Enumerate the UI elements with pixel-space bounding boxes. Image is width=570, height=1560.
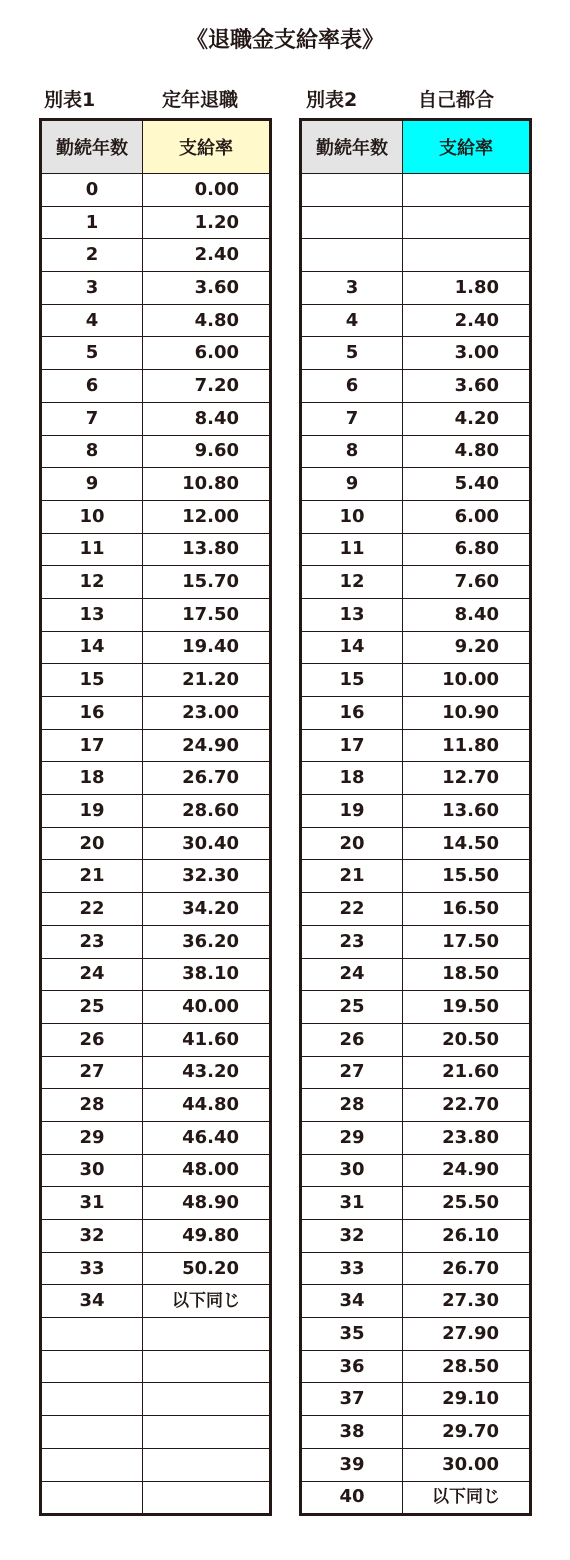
years-header: 勤続年数 — [41, 120, 143, 174]
table-row — [301, 1252, 531, 1285]
years-cell: 21 — [41, 860, 143, 893]
rate-cell: 15.70 — [143, 566, 271, 599]
table-row — [41, 925, 271, 958]
years-cell: 0 — [41, 174, 143, 207]
rate-cell: 15.50 — [403, 860, 531, 893]
table-row — [301, 566, 531, 599]
years-cell: 14 — [301, 631, 403, 664]
rate-cell: 20.50 — [403, 1023, 531, 1056]
years-cell: 1 — [41, 206, 143, 239]
years-cell: 5 — [301, 337, 403, 370]
table-2-name: 自己都合 — [418, 89, 495, 111]
table-row — [41, 729, 271, 762]
table-row — [41, 566, 271, 599]
table-1-name: 定年退職 — [162, 89, 239, 111]
rate-cell: 7.20 — [143, 370, 271, 403]
retirement-rate-table — [39, 118, 272, 1516]
rate-cell — [143, 1383, 271, 1416]
rate-cell — [143, 1318, 271, 1351]
table-row — [41, 1252, 271, 1285]
rate-cell: 49.80 — [143, 1220, 271, 1253]
rate-cell — [403, 206, 531, 239]
rate-cell: 21.20 — [143, 664, 271, 697]
table-row — [301, 991, 531, 1024]
table-row — [41, 206, 271, 239]
table-row — [301, 1023, 531, 1056]
rate-cell: 0.00 — [143, 174, 271, 207]
rate-cell: 8.40 — [143, 402, 271, 435]
rate-cell: 48.00 — [143, 1154, 271, 1187]
rate-cell: 5.40 — [403, 468, 531, 501]
years-cell: 10 — [41, 500, 143, 533]
table-row — [41, 1318, 271, 1351]
table-row — [301, 1089, 531, 1122]
table-row — [301, 1481, 531, 1515]
years-cell: 35 — [301, 1318, 403, 1351]
rate-cell: 12.00 — [143, 500, 271, 533]
years-cell: 26 — [41, 1023, 143, 1056]
table-row — [41, 1220, 271, 1253]
table-row — [41, 795, 271, 828]
years-cell: 20 — [41, 827, 143, 860]
rate-cell: 7.60 — [403, 566, 531, 599]
years-cell: 7 — [41, 402, 143, 435]
rate-cell: 6.00 — [403, 500, 531, 533]
years-header: 勤続年数 — [301, 120, 403, 174]
table-row — [41, 1121, 271, 1154]
table-header-row — [41, 120, 271, 174]
table-body — [301, 174, 531, 1515]
rate-cell: 40.00 — [143, 991, 271, 1024]
years-cell: 11 — [41, 533, 143, 566]
years-cell: 22 — [41, 893, 143, 926]
rate-cell: 1.20 — [143, 206, 271, 239]
table-row — [301, 1318, 531, 1351]
rate-cell: 4.80 — [143, 304, 271, 337]
table-1-caption — [44, 84, 274, 116]
rate-cell: 23.00 — [143, 697, 271, 730]
rate-cell — [403, 239, 531, 272]
years-cell: 37 — [301, 1383, 403, 1416]
rate-cell: 4.20 — [403, 402, 531, 435]
years-cell: 25 — [301, 991, 403, 1024]
rate-cell: 21.60 — [403, 1056, 531, 1089]
table-row — [301, 500, 531, 533]
rate-cell: 41.60 — [143, 1023, 271, 1056]
table-row — [301, 435, 531, 468]
years-cell: 29 — [301, 1121, 403, 1154]
years-cell: 28 — [41, 1089, 143, 1122]
years-cell: 6 — [301, 370, 403, 403]
rate-cell: 23.80 — [403, 1121, 531, 1154]
table-header-row — [301, 120, 531, 174]
rate-cell — [143, 1350, 271, 1383]
rate-cell: 38.10 — [143, 958, 271, 991]
rate-cell: 46.40 — [143, 1121, 271, 1154]
years-cell: 16 — [41, 697, 143, 730]
years-cell: 27 — [41, 1056, 143, 1089]
table-row — [301, 468, 531, 501]
table-row — [301, 664, 531, 697]
years-cell — [41, 1318, 143, 1351]
table-row — [301, 795, 531, 828]
rate-cell: 17.50 — [403, 925, 531, 958]
table-row — [41, 1448, 271, 1481]
table-row — [41, 893, 271, 926]
rate-cell: 8.40 — [403, 598, 531, 631]
years-cell: 40 — [301, 1481, 403, 1515]
table-row — [301, 762, 531, 795]
rate-cell: 44.80 — [143, 1089, 271, 1122]
table-2-tag: 別表2 — [306, 89, 358, 111]
rate-cell: 30.00 — [403, 1448, 531, 1481]
table-row — [41, 1416, 271, 1449]
table-row — [41, 1154, 271, 1187]
table-row — [41, 697, 271, 730]
years-cell: 14 — [41, 631, 143, 664]
years-cell: 22 — [301, 893, 403, 926]
table-row — [41, 1481, 271, 1515]
rate-cell: 9.20 — [403, 631, 531, 664]
years-cell: 13 — [301, 598, 403, 631]
years-cell: 7 — [301, 402, 403, 435]
table-row — [41, 468, 271, 501]
years-cell: 4 — [301, 304, 403, 337]
rate-cell — [143, 1448, 271, 1481]
table-1-tag: 別表1 — [44, 89, 96, 111]
table-row — [41, 272, 271, 305]
table-row — [301, 239, 531, 272]
rate-cell: 25.50 — [403, 1187, 531, 1220]
rate-cell: 30.40 — [143, 827, 271, 860]
years-cell: 12 — [41, 566, 143, 599]
years-cell: 10 — [301, 500, 403, 533]
rate-cell: 1.80 — [403, 272, 531, 305]
table-row — [301, 827, 531, 860]
years-cell: 8 — [301, 435, 403, 468]
table-row — [41, 435, 271, 468]
years-cell: 11 — [301, 533, 403, 566]
rate-cell: 2.40 — [143, 239, 271, 272]
table-row — [41, 860, 271, 893]
years-cell: 3 — [41, 272, 143, 305]
table-row — [301, 337, 531, 370]
years-cell: 24 — [301, 958, 403, 991]
years-cell: 6 — [41, 370, 143, 403]
table-row — [41, 174, 271, 207]
rate-cell: 22.70 — [403, 1089, 531, 1122]
rate-cell: 14.50 — [403, 827, 531, 860]
table-row — [41, 762, 271, 795]
table-row — [301, 729, 531, 762]
rate-cell: 13.60 — [403, 795, 531, 828]
table-row — [41, 1350, 271, 1383]
years-cell — [41, 1383, 143, 1416]
years-cell: 38 — [301, 1416, 403, 1449]
years-cell: 30 — [301, 1154, 403, 1187]
table-row — [301, 272, 531, 305]
table-row — [41, 1056, 271, 1089]
rate-cell: 4.80 — [403, 435, 531, 468]
table-row — [301, 402, 531, 435]
rate-cell: 18.50 — [403, 958, 531, 991]
table-row — [301, 1187, 531, 1220]
years-cell: 20 — [301, 827, 403, 860]
rate-cell: 3.00 — [403, 337, 531, 370]
years-cell: 13 — [41, 598, 143, 631]
rate-cell: 26.10 — [403, 1220, 531, 1253]
years-cell — [41, 1416, 143, 1449]
table-row — [41, 1089, 271, 1122]
years-cell: 19 — [301, 795, 403, 828]
table-row — [41, 598, 271, 631]
table-row — [301, 174, 531, 207]
rate-cell: 以下同じ — [143, 1285, 271, 1318]
table-row — [301, 1383, 531, 1416]
table-row — [41, 370, 271, 403]
table-row — [301, 958, 531, 991]
rate-cell: 27.90 — [403, 1318, 531, 1351]
rate-cell: 43.20 — [143, 1056, 271, 1089]
table-row — [301, 1056, 531, 1089]
table-row — [301, 1220, 531, 1253]
table-row — [41, 1383, 271, 1416]
years-cell: 9 — [301, 468, 403, 501]
rate-cell: 24.90 — [403, 1154, 531, 1187]
rate-cell: 48.90 — [143, 1187, 271, 1220]
years-cell: 8 — [41, 435, 143, 468]
rate-header: 支給率 — [143, 120, 271, 174]
rate-cell: 29.70 — [403, 1416, 531, 1449]
rate-cell: 10.80 — [143, 468, 271, 501]
rate-cell: 3.60 — [403, 370, 531, 403]
years-cell: 32 — [41, 1220, 143, 1253]
years-cell: 27 — [301, 1056, 403, 1089]
years-cell: 5 — [41, 337, 143, 370]
voluntary-rate-table — [299, 118, 532, 1516]
years-cell: 36 — [301, 1350, 403, 1383]
rate-cell: 17.50 — [143, 598, 271, 631]
rate-cell: 6.80 — [403, 533, 531, 566]
years-cell: 30 — [41, 1154, 143, 1187]
table-row — [301, 860, 531, 893]
years-cell: 23 — [41, 925, 143, 958]
rate-cell: 16.50 — [403, 893, 531, 926]
years-cell: 32 — [301, 1220, 403, 1253]
years-cell: 33 — [41, 1252, 143, 1285]
rate-cell: 28.60 — [143, 795, 271, 828]
table-row — [41, 402, 271, 435]
years-cell: 25 — [41, 991, 143, 1024]
years-cell: 15 — [41, 664, 143, 697]
rate-cell: 27.30 — [403, 1285, 531, 1318]
table-2-caption — [306, 84, 536, 116]
years-cell: 28 — [301, 1089, 403, 1122]
table-row — [41, 991, 271, 1024]
table-row — [301, 206, 531, 239]
rate-cell: 10.00 — [403, 664, 531, 697]
rate-cell: 50.20 — [143, 1252, 271, 1285]
years-cell: 31 — [41, 1187, 143, 1220]
years-cell: 4 — [41, 304, 143, 337]
years-cell: 15 — [301, 664, 403, 697]
years-cell: 34 — [41, 1285, 143, 1318]
years-cell: 16 — [301, 697, 403, 730]
years-cell — [41, 1350, 143, 1383]
table-row — [41, 958, 271, 991]
years-cell — [301, 239, 403, 272]
table-row — [301, 1285, 531, 1318]
years-cell: 31 — [301, 1187, 403, 1220]
years-cell: 23 — [301, 925, 403, 958]
table-body — [41, 174, 271, 1515]
years-cell: 39 — [301, 1448, 403, 1481]
years-cell: 3 — [301, 272, 403, 305]
years-cell — [41, 1481, 143, 1515]
table-row — [41, 304, 271, 337]
years-cell: 21 — [301, 860, 403, 893]
rate-cell: 3.60 — [143, 272, 271, 305]
years-cell: 19 — [41, 795, 143, 828]
rate-cell: 34.20 — [143, 893, 271, 926]
table-row — [301, 598, 531, 631]
table-row — [301, 1154, 531, 1187]
rate-cell: 29.10 — [403, 1383, 531, 1416]
years-cell: 12 — [301, 566, 403, 599]
rate-cell: 9.60 — [143, 435, 271, 468]
rate-cell: 36.20 — [143, 925, 271, 958]
table-row — [41, 664, 271, 697]
rate-cell: 11.80 — [403, 729, 531, 762]
table-row — [301, 304, 531, 337]
years-cell: 2 — [41, 239, 143, 272]
rate-cell: 19.50 — [403, 991, 531, 1024]
years-cell: 34 — [301, 1285, 403, 1318]
years-cell: 33 — [301, 1252, 403, 1285]
table-row — [41, 827, 271, 860]
table-row — [41, 533, 271, 566]
years-cell: 18 — [41, 762, 143, 795]
rate-cell: 32.30 — [143, 860, 271, 893]
years-cell: 26 — [301, 1023, 403, 1056]
years-cell — [301, 174, 403, 207]
years-cell: 17 — [41, 729, 143, 762]
years-cell: 17 — [301, 729, 403, 762]
rate-cell — [143, 1416, 271, 1449]
table-row — [301, 1121, 531, 1154]
years-cell — [41, 1448, 143, 1481]
rate-cell: 28.50 — [403, 1350, 531, 1383]
years-cell: 29 — [41, 1121, 143, 1154]
table-row — [301, 1448, 531, 1481]
years-cell: 9 — [41, 468, 143, 501]
table-row — [41, 631, 271, 664]
years-cell: 24 — [41, 958, 143, 991]
table-row — [301, 893, 531, 926]
rate-cell: 以下同じ — [403, 1481, 531, 1515]
rate-cell: 6.00 — [143, 337, 271, 370]
rate-header: 支給率 — [403, 120, 531, 174]
table-row — [301, 370, 531, 403]
rate-cell: 24.90 — [143, 729, 271, 762]
table-row — [301, 631, 531, 664]
table-row — [301, 1416, 531, 1449]
page-title: 《退職金支給率表》 — [185, 28, 384, 53]
rate-cell: 26.70 — [143, 762, 271, 795]
rate-cell: 2.40 — [403, 304, 531, 337]
years-cell: 18 — [301, 762, 403, 795]
table-row — [41, 239, 271, 272]
table-row — [41, 1285, 271, 1318]
table-row — [41, 1187, 271, 1220]
rate-cell: 19.40 — [143, 631, 271, 664]
table-row — [301, 533, 531, 566]
table-row — [301, 697, 531, 730]
table-row — [41, 337, 271, 370]
rate-cell: 12.70 — [403, 762, 531, 795]
table-row — [41, 500, 271, 533]
table-row — [301, 1350, 531, 1383]
rate-cell — [403, 174, 531, 207]
rate-cell: 10.90 — [403, 697, 531, 730]
rate-cell: 13.80 — [143, 533, 271, 566]
rate-cell: 26.70 — [403, 1252, 531, 1285]
rate-cell — [143, 1481, 271, 1515]
table-row — [301, 925, 531, 958]
years-cell — [301, 206, 403, 239]
table-row — [41, 1023, 271, 1056]
